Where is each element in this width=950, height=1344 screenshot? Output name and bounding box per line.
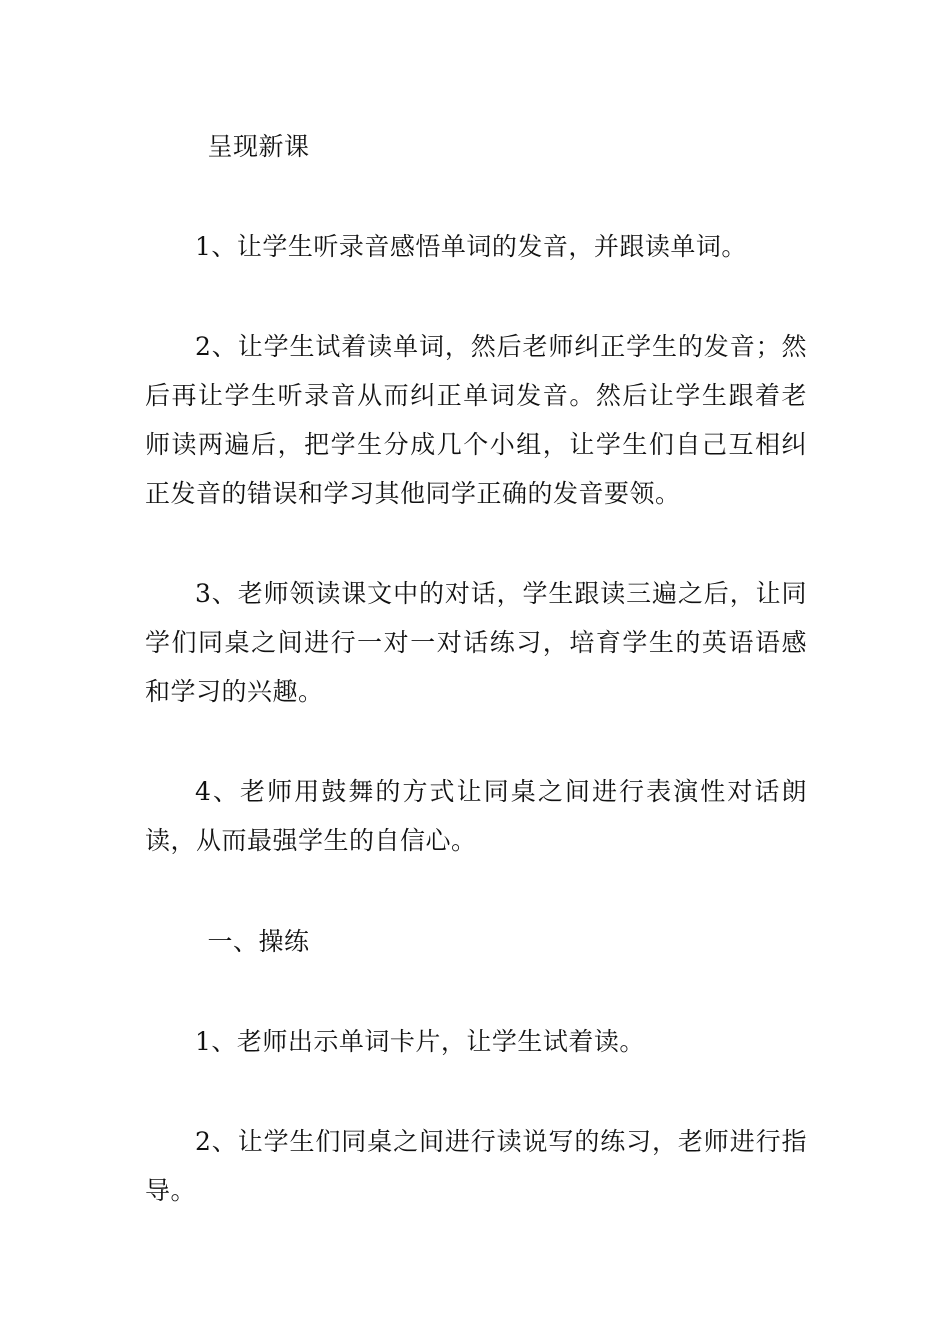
paragraph-practice-1: 1、老师出示单词卡片，让学生试着读。 (195, 1027, 645, 1056)
paragraph-step-2: 2、让学生试着读单词，然后老师纠正学生的发音；然后再让学生听录音从而纠正单词发音。然后让学生跟着老师读两遍后，把学生分成几个小组，让学生们自己互相纠正发音的错误和学习其他同学正确的发音要领。 (145, 332, 807, 508)
paragraph-step-4: 4、老师用鼓舞的方式让同桌之间进行表演性对话朗读，从而最强学生的自信心。 (145, 777, 807, 855)
section-heading-present-new-lesson: 呈现新课 (207, 132, 310, 161)
document-page (145, 122, 807, 1215)
paragraph-practice-2: 2、让学生们同桌之间进行读说写的练习，老师进行指导。 (145, 1127, 807, 1205)
paragraph-step-3: 3、老师领读课文中的对话，学生跟读三遍之后，让同学们同桌之间进行一对一对话练习，培育学生的英语语感和学习的兴趣。 (145, 579, 807, 706)
paragraph-step-1: 1、让学生听录音感悟单词的发音，并跟读单词。 (195, 232, 747, 261)
section-heading-practice: 一、操练 (207, 927, 310, 956)
